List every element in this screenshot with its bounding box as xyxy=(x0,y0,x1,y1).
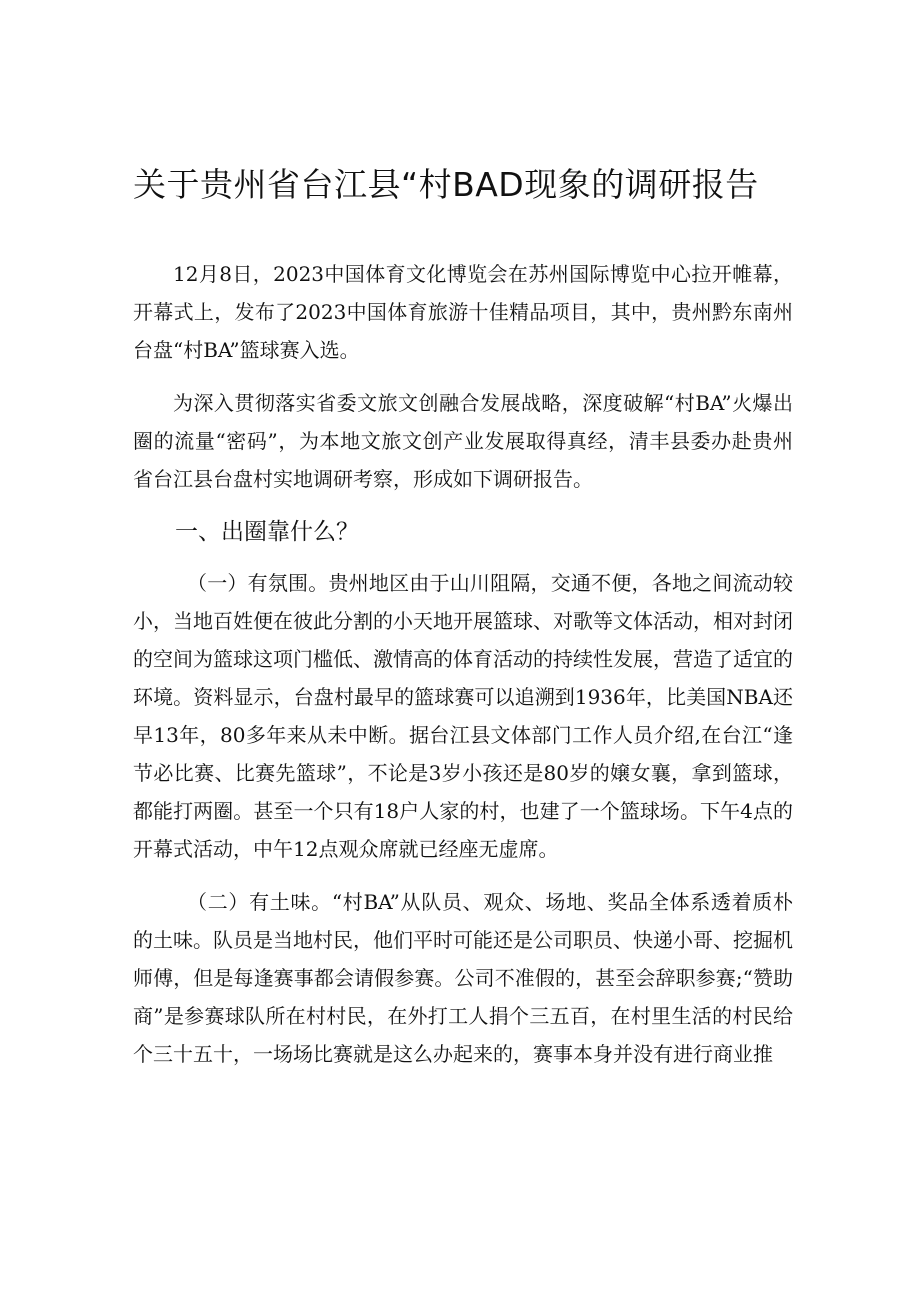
document-body xyxy=(133,255,793,1088)
section-heading: 一、出圈靠什么？ xyxy=(175,519,359,545)
paragraph-intro: 12月8日，2023中国体育文化博览会在苏州国际博览中心拉开帷幕，开幕式上，发布了2023中国体育旅游十佳精品项目，其中，贵州黔东南州台盘“村BA”篮球赛入选。 xyxy=(133,262,793,362)
paragraph-purpose: 为深入贯彻落实省委文旅文创融合发展战略，深度破解“村BA”火爆出圈的流量“密码”，为本地文旅文创产业发展取得真经，清丰县委办赴贵州省台江县台盘村实地调研考察，形成如下调研报告。 xyxy=(133,391,793,491)
paragraph-local-flavor: （二）有土味。“村BA”从队员、观众、场地、奖品全体系透着质朴的土味。队员是当地村民，他们平时可能还是公司职员、快递小哥、挖掘机师傅，但是每逢赛事都会请假参赛。公司不准假的，甚至会辞职参赛;“赞助商”是参赛球队所在村村民，在外打工人捐个三五百，在村里生活的村民给个三十五十，一场场比赛就是这么办起来的，赛事本身并没有进行商业推 xyxy=(133,890,793,1066)
document-title: 关于贵州省台江县“村BAD现象的调研报告 xyxy=(133,165,759,204)
paragraph-atmosphere: （一）有氛围。贵州地区由于山川阻隔，交通不便，各地之间流动较小，当地百姓便在彼此分割的小天地开展篮球、对歌等文体活动，相对封闭的空间为篮球这项门槛低、激情高的体育活动的持续性发展，营造了适宜的环境。资料显示，台盘村最早的篮球赛可以追溯到1936年，比美国NBA还早13年，80多年来从未中断。据台江县文体部门工作人员介绍,在台江“逢节必比赛、比赛先篮球”，不论是3岁小孩还是80岁的嬢女襄，拿到篮球，都能打两圈。甚至一个只有18户人家的村，也建了一个篮球场。下午4点的开幕式活动，中午12点观众席就已经座无虚席。 xyxy=(133,571,793,861)
